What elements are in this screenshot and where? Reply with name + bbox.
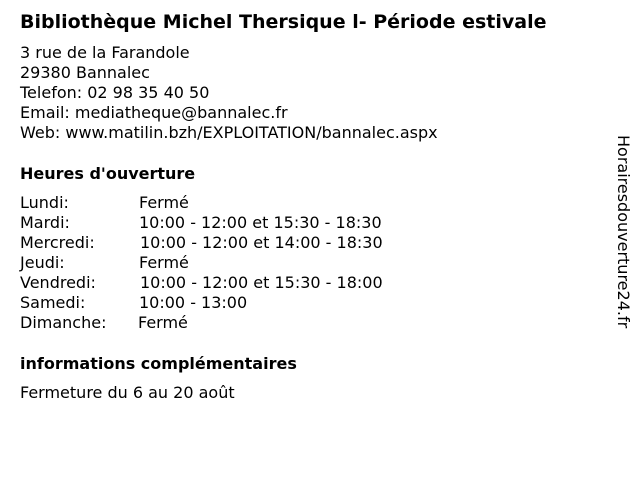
address-block	[20, 43, 438, 143]
site-watermark: Horairesdouverture24.fr	[614, 135, 633, 329]
day-hours: Fermé	[138, 313, 188, 332]
email-address: Email: mediatheque@bannalec.fr	[20, 103, 288, 122]
additional-info-text: Fermeture du 6 au 20 août	[20, 383, 235, 402]
day-hours: Fermé	[139, 253, 189, 272]
day-label: Dimanche:	[20, 313, 107, 332]
city-postcode: 29380 Bannalec	[20, 63, 150, 82]
additional-info-heading: informations complémentaires	[20, 354, 297, 373]
day-hours: 10:00 - 12:00 et 15:30 - 18:30	[139, 213, 382, 232]
page-title: Bibliothèque Michel Thersique l- Période estivale	[20, 11, 547, 33]
day-hours: 10:00 - 12:00 et 14:00 - 18:30	[140, 233, 383, 252]
day-label: Samedi:	[20, 293, 86, 312]
day-label: Mercredi:	[20, 233, 95, 252]
day-hours: 10:00 - 13:00	[139, 293, 248, 312]
opening-hours-heading: Heures d'ouverture	[20, 164, 196, 183]
day-hours: 10:00 - 12:00 et 15:30 - 18:00	[140, 273, 383, 292]
day-label: Lundi:	[20, 193, 69, 212]
website-url: Web: www.matilin.bzh/EXPLOITATION/bannalec.aspx	[20, 123, 438, 142]
day-label: Vendredi:	[20, 273, 96, 292]
day-label: Mardi:	[20, 213, 70, 232]
street-address: 3 rue de la Farandole	[20, 43, 190, 62]
day-hours: Fermé	[139, 193, 189, 212]
day-label: Jeudi:	[20, 253, 65, 272]
phone-number: Telefon: 02 98 35 40 50	[20, 83, 210, 102]
